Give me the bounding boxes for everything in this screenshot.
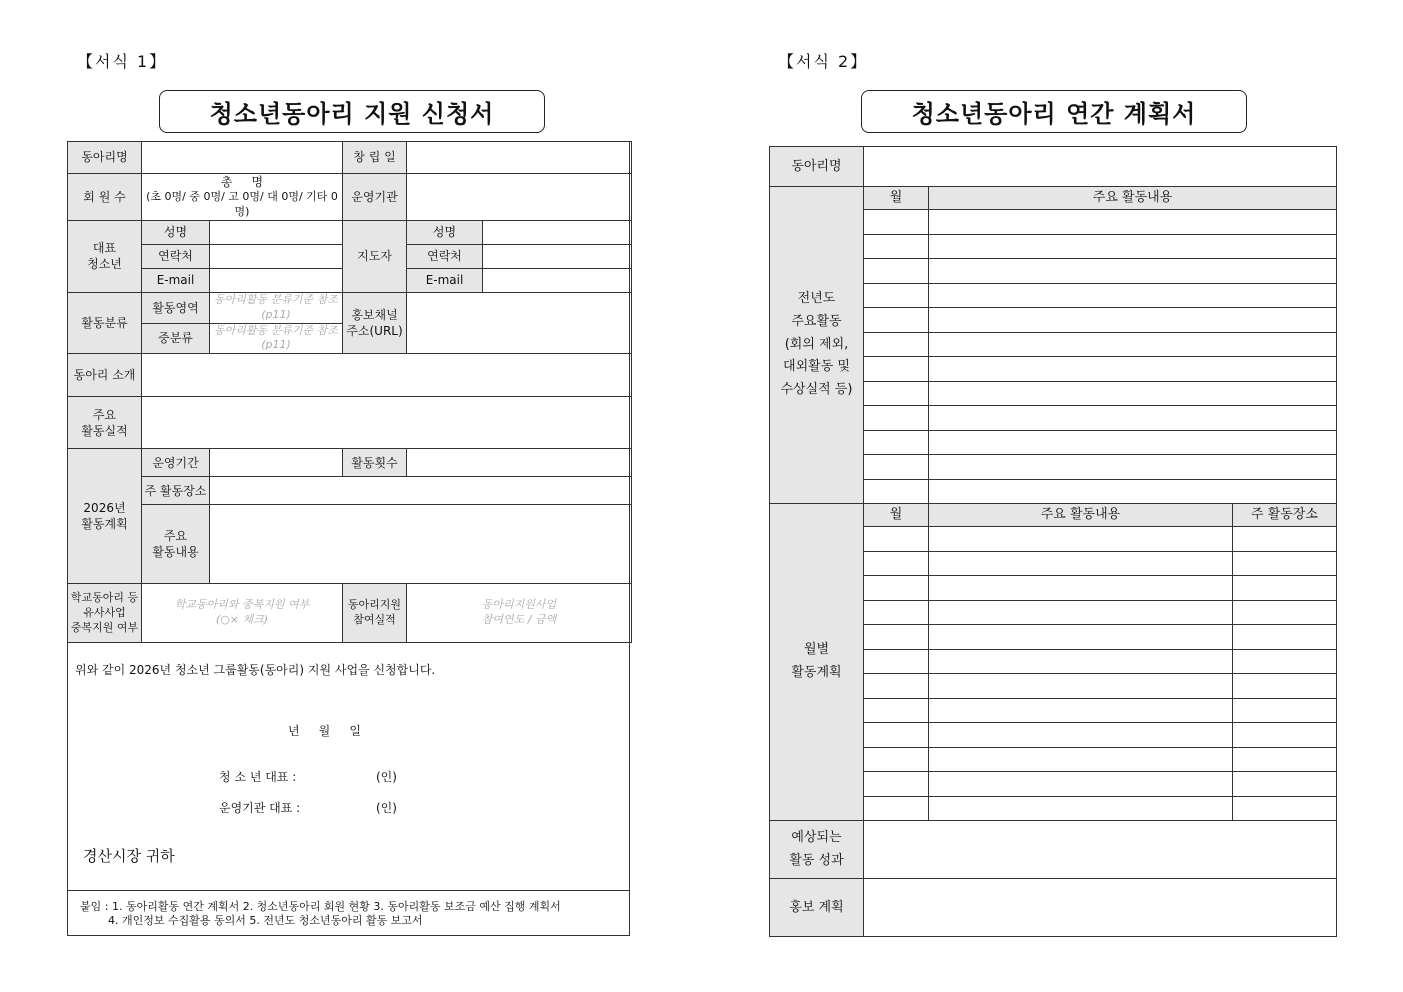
period-field[interactable] bbox=[210, 449, 343, 477]
monthly-content-cell[interactable] bbox=[929, 576, 1233, 601]
prev-content-cell[interactable] bbox=[929, 259, 1337, 284]
prev-month-cell[interactable] bbox=[864, 332, 929, 357]
advisor-contact-label: 연락처 bbox=[407, 244, 483, 268]
monthly-place-cell[interactable] bbox=[1233, 723, 1337, 748]
monthly-place-cell[interactable] bbox=[1233, 674, 1337, 699]
prev-month-cell[interactable] bbox=[864, 234, 929, 259]
prev-month-cell[interactable] bbox=[864, 210, 929, 235]
monthly-place-cell[interactable] bbox=[1233, 747, 1337, 772]
prev-month-cell[interactable] bbox=[864, 283, 929, 308]
advisor-name-label: 성명 bbox=[407, 220, 483, 244]
monthly-content-cell[interactable] bbox=[929, 723, 1233, 748]
prev-month-header: 월 bbox=[864, 187, 929, 210]
content-field[interactable] bbox=[210, 505, 632, 584]
monthly-place-cell[interactable] bbox=[1233, 527, 1337, 552]
attachments-divider bbox=[67, 890, 630, 891]
achievements-label: 주요 활동실적 bbox=[68, 397, 142, 449]
period-label: 운영기간 bbox=[142, 449, 210, 477]
club-name-label: 동아리명 bbox=[68, 142, 142, 174]
monthly-content-cell[interactable] bbox=[929, 625, 1233, 650]
prev-content-cell[interactable] bbox=[929, 406, 1337, 431]
monthly-month-cell[interactable] bbox=[864, 796, 929, 821]
annual-plan-table bbox=[769, 146, 1337, 937]
sub-field[interactable]: 동아리활동 분류기준 참조(p11) bbox=[210, 323, 343, 354]
prev-content-cell[interactable] bbox=[929, 357, 1337, 382]
support-field[interactable]: 동아리지원사업 참여연도 / 금액 bbox=[407, 584, 632, 643]
monthly-place-cell[interactable] bbox=[1233, 600, 1337, 625]
declaration: 위와 같이 2026년 청소년 그룹활동(동아리) 지원 사업을 신청합니다. bbox=[75, 663, 436, 677]
prev-content-cell[interactable] bbox=[929, 455, 1337, 480]
area-label: 활동영역 bbox=[142, 292, 210, 323]
prev-content-header: 주요 활동내용 bbox=[929, 187, 1337, 210]
monthly-content-cell[interactable] bbox=[929, 796, 1233, 821]
org-rep-seal: (인) bbox=[376, 801, 397, 815]
founded-field[interactable] bbox=[407, 142, 632, 174]
prev-content-cell[interactable] bbox=[929, 430, 1337, 455]
rep-contact-label: 연락처 bbox=[142, 244, 210, 268]
category-label: 활동분류 bbox=[68, 292, 142, 353]
monthly-content-header: 주요 활동내용 bbox=[929, 504, 1233, 527]
rep-email-field[interactable] bbox=[210, 268, 343, 292]
monthly-content-cell[interactable] bbox=[929, 649, 1233, 674]
monthly-place-cell[interactable] bbox=[1233, 772, 1337, 797]
org-label: 운영기관 bbox=[343, 174, 407, 221]
intro-label: 동아리 소개 bbox=[68, 354, 142, 397]
monthly-month-cell[interactable] bbox=[864, 576, 929, 601]
outcome-label: 예상되는 활동 성과 bbox=[770, 821, 864, 879]
prev-month-cell[interactable] bbox=[864, 308, 929, 333]
monthly-month-cell[interactable] bbox=[864, 723, 929, 748]
org-rep-line: 운영기관 대표 : bbox=[219, 801, 301, 815]
monthly-month-cell[interactable] bbox=[864, 625, 929, 650]
founded-label: 창 립 일 bbox=[343, 142, 407, 174]
monthly-month-cell[interactable] bbox=[864, 551, 929, 576]
monthly-content-cell[interactable] bbox=[929, 747, 1233, 772]
monthly-place-cell[interactable] bbox=[1233, 796, 1337, 821]
club-name-field[interactable] bbox=[864, 147, 1337, 187]
prev-month-cell[interactable] bbox=[864, 479, 929, 504]
prev-content-cell[interactable] bbox=[929, 210, 1337, 235]
prev-activities-label: 전년도 주요활동 (회의 제외, 대외활동 및 수상실적 등) bbox=[770, 187, 864, 504]
monthly-month-header: 월 bbox=[864, 504, 929, 527]
rep-contact-field[interactable] bbox=[210, 244, 343, 268]
monthly-content-cell[interactable] bbox=[929, 551, 1233, 576]
monthly-place-cell[interactable] bbox=[1233, 698, 1337, 723]
members-total: 총 명 bbox=[220, 175, 264, 189]
members-breakdown: (초 0명/ 중 0명/ 고 0명/ 대 0명/ 기타 0명) bbox=[146, 190, 338, 219]
promo-field[interactable] bbox=[407, 292, 632, 353]
monthly-month-cell[interactable] bbox=[864, 527, 929, 552]
prev-content-cell[interactable] bbox=[929, 381, 1337, 406]
youth-rep-line: 청 소 년 대표 : bbox=[219, 770, 297, 784]
monthly-content-cell[interactable] bbox=[929, 527, 1233, 552]
monthly-place-cell[interactable] bbox=[1233, 576, 1337, 601]
monthly-place-cell[interactable] bbox=[1233, 649, 1337, 674]
youth-rep-seal: (인) bbox=[376, 770, 397, 784]
plan-label: 2026년 활동계획 bbox=[68, 449, 142, 584]
members-field[interactable] bbox=[142, 174, 343, 221]
monthly-plan-label: 월별 활동계획 bbox=[770, 504, 864, 821]
rep-name-field[interactable] bbox=[210, 220, 343, 244]
monthly-place-cell[interactable] bbox=[1233, 551, 1337, 576]
monthly-month-cell[interactable] bbox=[864, 747, 929, 772]
monthly-content-cell[interactable] bbox=[929, 698, 1233, 723]
outcome-field[interactable] bbox=[864, 821, 1337, 879]
rep-email-label: E-mail bbox=[142, 268, 210, 292]
club-name-label: 동아리명 bbox=[770, 147, 864, 187]
advisor-label: 지도자 bbox=[343, 220, 407, 292]
support-label: 동아리지원 참여실적 bbox=[343, 584, 407, 643]
prev-month-cell[interactable] bbox=[864, 455, 929, 480]
prev-content-cell[interactable] bbox=[929, 479, 1337, 504]
dup-label: 학교동아리 등 유사사업 중복지원 여부 bbox=[68, 584, 142, 643]
monthly-content-cell[interactable] bbox=[929, 600, 1233, 625]
attachments-line1: 붙임 : 1. 동아리활동 연간 계획서 2. 청소년동아리 회원 현황 3. 동아리활동 보조금 예산 집행 계획서 bbox=[80, 900, 561, 913]
sub-label: 중분류 bbox=[142, 323, 210, 354]
members-label: 회 원 수 bbox=[68, 174, 142, 221]
prev-content-cell[interactable] bbox=[929, 332, 1337, 357]
monthly-place-header: 주 활동장소 bbox=[1233, 504, 1337, 527]
content-label: 주요 활동내용 bbox=[142, 505, 210, 584]
form1-title: 청소년동아리 지원 신청서 bbox=[159, 90, 545, 133]
advisor-contact-field[interactable] bbox=[483, 244, 632, 268]
monthly-month-cell[interactable] bbox=[864, 772, 929, 797]
area-field[interactable]: 동아리활동 분류기준 참조(p11) bbox=[210, 292, 343, 323]
advisor-email-field[interactable] bbox=[483, 268, 632, 292]
attachments-line2: 4. 개인정보 수집활용 동의서 5. 전년도 청소년동아리 활동 보고서 bbox=[108, 914, 423, 927]
prev-content-cell[interactable] bbox=[929, 308, 1337, 333]
advisor-name-field[interactable] bbox=[483, 220, 632, 244]
monthly-month-cell[interactable] bbox=[864, 649, 929, 674]
place-field[interactable] bbox=[210, 477, 632, 505]
prev-month-cell[interactable] bbox=[864, 406, 929, 431]
prev-content-cell[interactable] bbox=[929, 283, 1337, 308]
prev-month-cell[interactable] bbox=[864, 259, 929, 284]
monthly-place-cell[interactable] bbox=[1233, 625, 1337, 650]
monthly-content-cell[interactable] bbox=[929, 772, 1233, 797]
prev-month-cell[interactable] bbox=[864, 357, 929, 382]
count-field[interactable] bbox=[407, 449, 632, 477]
dup-field[interactable]: 학교동아리와 중복지원 여부 (○× 체크) bbox=[142, 584, 343, 643]
monthly-month-cell[interactable] bbox=[864, 698, 929, 723]
org-field[interactable] bbox=[407, 174, 632, 221]
promo-label: 홍보채널 주소(URL) bbox=[343, 292, 407, 353]
addressee: 경산시장 귀하 bbox=[83, 847, 175, 865]
rep-name-label: 성명 bbox=[142, 220, 210, 244]
prev-content-cell[interactable] bbox=[929, 234, 1337, 259]
promo-plan-label: 홍보 계획 bbox=[770, 879, 864, 937]
rep-label: 대표 청소년 bbox=[68, 220, 142, 292]
prev-month-cell[interactable] bbox=[864, 430, 929, 455]
count-label: 활동횟수 bbox=[343, 449, 407, 477]
form2-label: 【서식 2】 bbox=[778, 52, 869, 71]
club-name-field[interactable] bbox=[142, 142, 343, 174]
advisor-email-label: E-mail bbox=[407, 268, 483, 292]
form1-label: 【서식 1】 bbox=[77, 52, 168, 71]
monthly-month-cell[interactable] bbox=[864, 600, 929, 625]
promo-plan-field[interactable] bbox=[864, 879, 1337, 937]
date-line: 년 월 일 bbox=[288, 724, 361, 738]
form2-title: 청소년동아리 연간 계획서 bbox=[861, 90, 1247, 133]
monthly-month-cell[interactable] bbox=[864, 674, 929, 699]
monthly-content-cell[interactable] bbox=[929, 674, 1233, 699]
intro-field[interactable] bbox=[142, 354, 632, 397]
achievements-field[interactable] bbox=[142, 397, 632, 449]
prev-month-cell[interactable] bbox=[864, 381, 929, 406]
place-label: 주 활동장소 bbox=[142, 477, 210, 505]
application-table bbox=[67, 141, 632, 643]
